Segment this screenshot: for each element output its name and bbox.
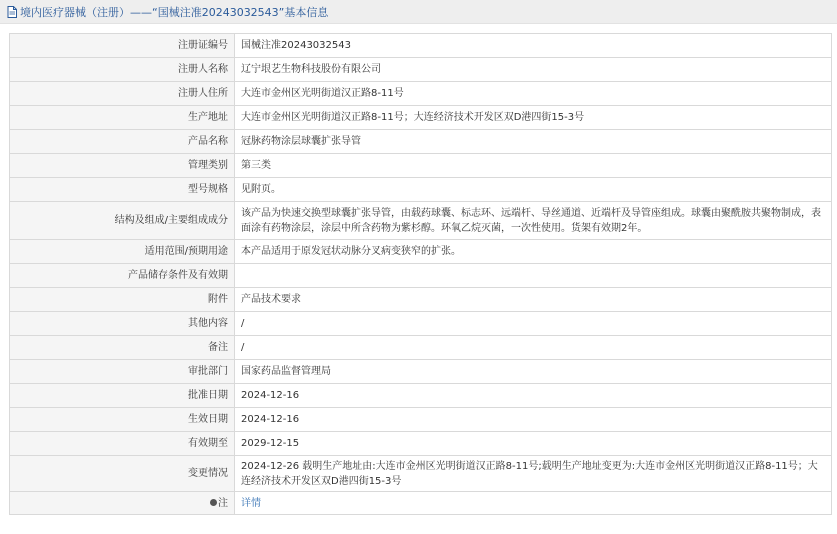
row-label: 有效期至 [10,432,235,456]
row-label: 注册证编号 [10,34,235,58]
row-value: 产品技术要求 [235,288,832,312]
row-structure-composition [10,202,832,240]
row-value: 见附页。 [235,178,832,202]
row-label: 注册人住所 [10,82,235,106]
row-value: 辽宁垠艺生物科技股份有限公司 [235,58,832,82]
row-label: 批准日期 [10,384,235,408]
detail-table [9,33,832,515]
row-label: 注册人名称 [10,58,235,82]
row-expiry-date [10,432,832,456]
row-value: 大连市金州区光明街道汉正路8-11号；大连经济技术开发区双D港四街15-3号 [235,106,832,130]
note-label: 注 [218,497,228,509]
row-approval-department [10,360,832,384]
row-remarks [10,336,832,360]
row-value [235,492,832,515]
row-value: 第三类 [235,154,832,178]
row-value: 国家药品监督管理局 [235,360,832,384]
row-value: 2024-12-16 [235,384,832,408]
row-change-history [10,456,832,492]
bullet-icon [210,499,217,506]
row-value: 本产品适用于原发冠状动脉分叉病变狭窄的扩张。 [235,240,832,264]
row-value: 大连市金州区光明街道汉正路8-11号 [235,82,832,106]
row-value: 2029-12-15 [235,432,832,456]
row-value: 冠脉药物涂层球囊扩张导管 [235,130,832,154]
details-link[interactable]: 详情 [241,497,261,509]
row-label: 其他内容 [10,312,235,336]
row-other-content [10,312,832,336]
row-label: 管理类别 [10,154,235,178]
row-storage-conditions [10,264,832,288]
row-effective-date [10,408,832,432]
row-model-spec [10,178,832,202]
row-production-address [10,106,832,130]
row-registration-number [10,34,832,58]
row-label: 适用范围/预期用途 [10,240,235,264]
page-header [0,0,837,24]
row-value: / [235,312,832,336]
document-icon [7,6,17,18]
row-label: 审批部门 [10,360,235,384]
row-label: 生效日期 [10,408,235,432]
row-value: / [235,336,832,360]
row-label [10,492,235,515]
row-label: 型号规格 [10,178,235,202]
row-attachment [10,288,832,312]
row-registrant-name [10,58,832,82]
row-value: 该产品为快速交换型球囊扩张导管，由载药球囊、标志环、远端杆、导丝通道、近端杆及导管座组成。球囊由聚酰胺共聚物制成，表面涂有药物涂层，涂层中所含药物为紫杉醇。环氧乙烷灭菌，一次性使用。货架有效期2年。 [235,202,832,240]
row-label: 产品名称 [10,130,235,154]
row-note [10,492,832,515]
row-label: 生产地址 [10,106,235,130]
row-label: 结构及组成/主要组成成分 [10,202,235,240]
page-title: 境内医疗器械（注册）——“国械注准20243032543”基本信息 [20,5,329,19]
row-label: 备注 [10,336,235,360]
row-management-category [10,154,832,178]
row-label: 产品储存条件及有效期 [10,264,235,288]
row-intended-use [10,240,832,264]
row-value: 2024-12-16 [235,408,832,432]
row-label: 附件 [10,288,235,312]
row-label: 变更情况 [10,456,235,492]
row-value: 2024-12-26 载明生产地址由:大连市金州区光明街道汉正路8-11号;载明生产地址变更为:大连市金州区光明街道汉正路8-11号；大连经济技术开发区双D港四街15-3号 [235,456,832,492]
row-approval-date [10,384,832,408]
row-product-name [10,130,832,154]
row-registrant-address [10,82,832,106]
row-value: 国械注准20243032543 [235,34,832,58]
row-value [235,264,832,288]
detail-table-container [9,33,832,515]
